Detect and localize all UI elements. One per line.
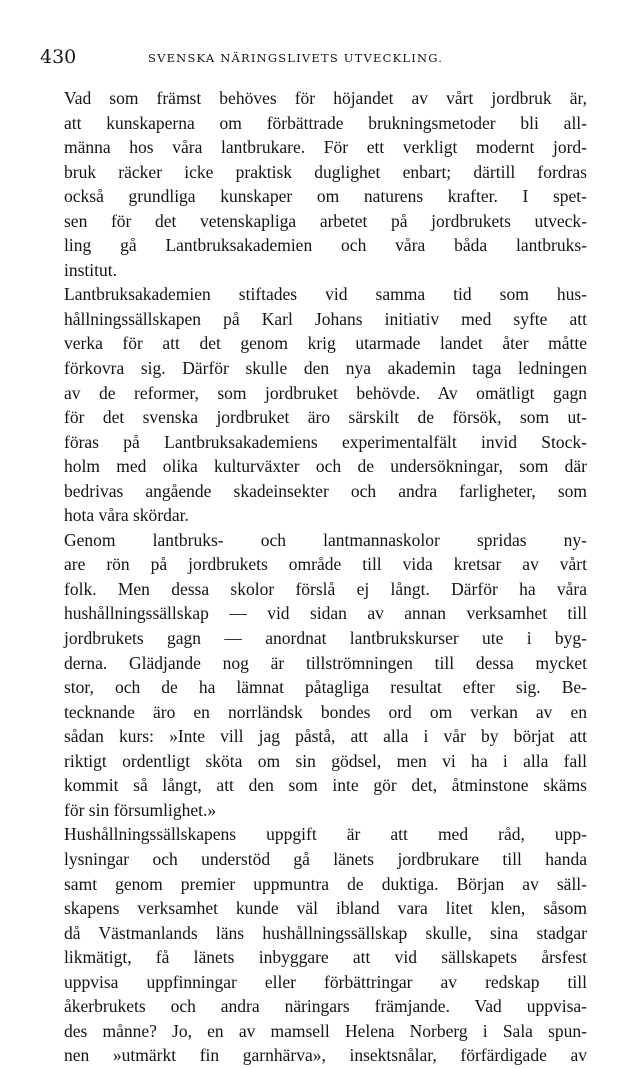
text-line: folk. Men dessa skolor förslå ej långt. Därför ha våra [64,578,587,599]
running-head: SVENSKA NÄRINGSLIVETS UTVECKLING. [148,51,444,65]
text-line: lysningar och understöd gå länets jordbrukare till handa [64,848,587,869]
body-text [64,86,587,1068]
text-line: sen för det vetenskapliga arbetet på jordbrukets utveck- [64,210,587,231]
text-line: uppvisa uppfinningar eller förbättringar av redskap till [64,971,587,992]
text-line: jordbrukets gagn — anordnat lantbrukskurser ute i byg- [64,628,587,649]
text-line: åkerbrukets och andra näringars främjande. Vad uppvisa- [64,996,587,1017]
text-line: likmätigt, få länets inbyggare att vid sällskapets årsfest [64,947,587,968]
text-line: riktigt ordentligt sköta om sin gödsel, men vi ha i alla fall [64,750,587,771]
text-line: att kunskaperna om förbättrade brukningsmetoder bli all- [64,112,587,133]
text-line: bedrivas angående skadeinsekter och andra farligheter, som [64,480,587,501]
text-line: Hushållningssällskapens uppgift är att med råd, upp- [64,824,587,845]
text-line: verka för att det genom krig utarmade landet åter måtte [64,333,587,354]
text-line: Genom lantbruks- och lantmannaskolor spridas ny- [64,529,587,550]
text-line: hushållningssällskap — vid sidan av annan verksamhet till [64,603,587,624]
text-line: föras på Lantbruksakademiens experimentalfält invid Stock- [64,431,587,452]
text-line: Vad som främst behöves för höjandet av vårt jordbruk är, [64,88,587,108]
text-line: då Västmanlands läns hushållningssällskap skulle, sina stadgar [64,922,587,943]
text-line: samt genom premier uppmuntra de duktiga. Början av säll- [64,873,587,894]
text-line: nen »utmärkt fin garnhärva», insektsnålar, förfärdigade av [64,1045,587,1066]
text-line: derna. Glädjande nog är tillströmningen till dessa mycket [64,652,587,673]
text-line: också grundliga kunskaper om naturens krafter. I spet- [64,186,587,207]
text-line: holm med olika kulturväxter och de undersökningar, som där [64,456,587,477]
page-number: 430 [40,46,77,68]
text-line: hållningssällskapen på Karl Johans initiativ med syfte att [64,308,587,329]
text-line: stor, och de ha lämnat påtagliga resultat efter sig. Be- [64,677,587,698]
text-line: des månne? Jo, en av mamsell Helena Norberg i Sala spun- [64,1020,587,1041]
text-line: kommit så långt, att den som inte gör det, åtminstone skäms [64,775,587,796]
text-line: för det svenska jordbruket äro särskilt de försök, som ut- [64,407,587,428]
text-line: av de reformer, som jordbruket behövde. Av omätligt gagn [64,382,587,403]
text-line: tecknande äro en norrländsk bondes ord om verkan av en [64,701,587,722]
text-line: männa hos våra lantbrukare. För ett verkligt modernt jord- [64,137,587,158]
text-line: förkovra sig. Därför skulle den nya akademin taga ledningen [64,358,587,379]
text-line: hota våra skördar. [64,505,189,526]
text-line: are rön på jordbrukets område till vida kretsar av vårt [64,554,587,575]
text-line: Lantbruksakademien stiftades vid samma tid som hus- [64,284,587,305]
text-line: sådan kurs: »Inte vill jag påstå, att alla i vår by börjat att [64,726,587,747]
page-header [40,44,600,70]
text-line: bruk räcker icke praktisk duglighet enbart; därtill fordras [64,161,587,182]
text-line: skapens verksamhet kunde väl ibland vara litet klen, såsom [64,898,587,919]
text-line: institut. [64,259,117,280]
text-line: för sin försumlighet.» [64,799,217,820]
text-line: ling gå Lantbruksakademien och våra båda lantbruks- [64,235,587,256]
